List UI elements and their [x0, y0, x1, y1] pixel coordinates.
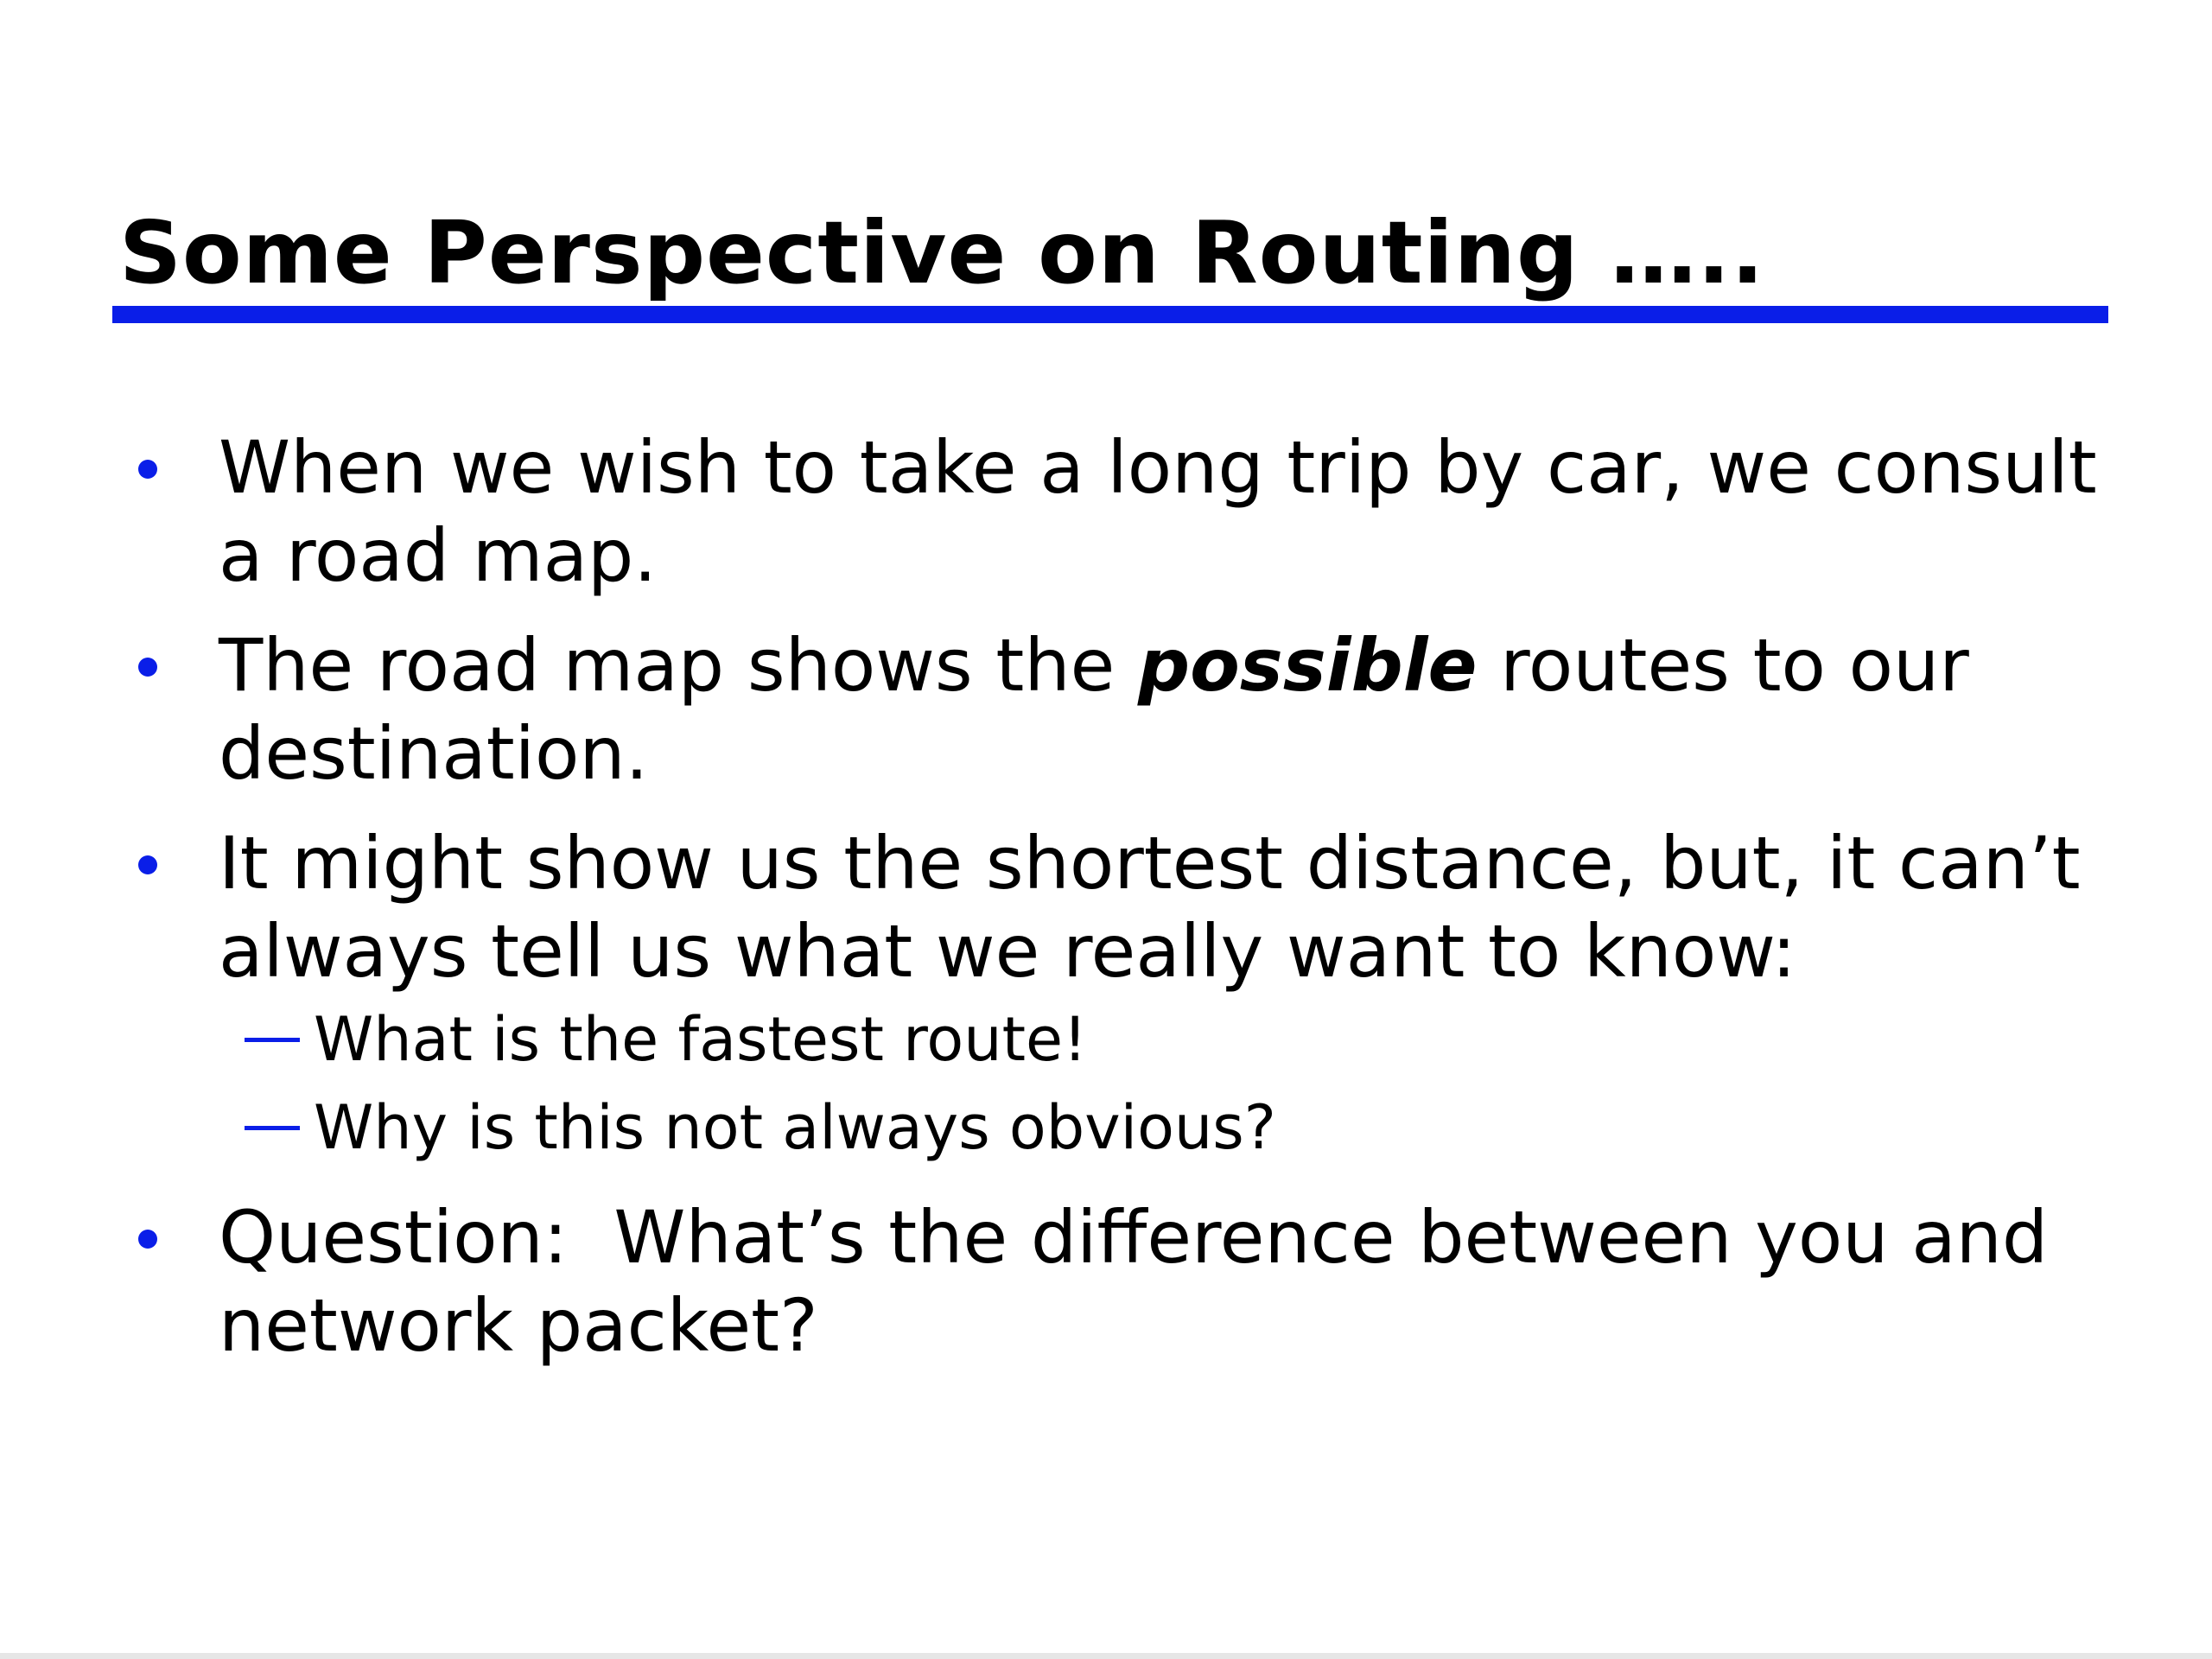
sub-bullet-text: What is the fastest route! [314, 1004, 1088, 1075]
sub-bullet-list [130, 995, 2100, 1172]
bullet-text-before: The road map shows the [219, 623, 1138, 708]
bullet-text: It might show us the shortest distance, but, it can’t always tell us what we really want to know: [219, 821, 2081, 994]
bullet-item-road-map [130, 423, 2100, 600]
sub-bullet-item [245, 995, 2100, 1084]
bullet-list [130, 423, 2100, 1391]
bullet-item-question [130, 1193, 2100, 1370]
bullet-dot-icon [138, 855, 157, 874]
bullet-item-possible-routes [130, 621, 2100, 798]
dash-icon [245, 1038, 300, 1042]
bullet-text: Question: What’s the difference between you and network packet? [219, 1195, 2071, 1368]
emphasized-word: possible [1137, 623, 1478, 708]
bullet-dot-icon [138, 658, 157, 677]
dash-icon [245, 1126, 300, 1130]
sub-bullet-group [130, 995, 2100, 1172]
bullet-dot-icon [138, 460, 157, 479]
slide-title: Some Perspective on Routing ….. [119, 202, 1765, 303]
bottom-edge [0, 1653, 2212, 1659]
title-underline [112, 306, 2108, 323]
bullet-text-after: routes to our destination. [219, 623, 1969, 796]
sub-bullet-text: Why is this not always obvious? [314, 1092, 1276, 1163]
sub-bullet-item [245, 1084, 2100, 1172]
bullet-text: When we wish to take a long trip by car, we consult a road map. [219, 425, 2097, 598]
bullet-dot-icon [138, 1230, 157, 1249]
bullet-item-shortest-distance [130, 819, 2100, 995]
